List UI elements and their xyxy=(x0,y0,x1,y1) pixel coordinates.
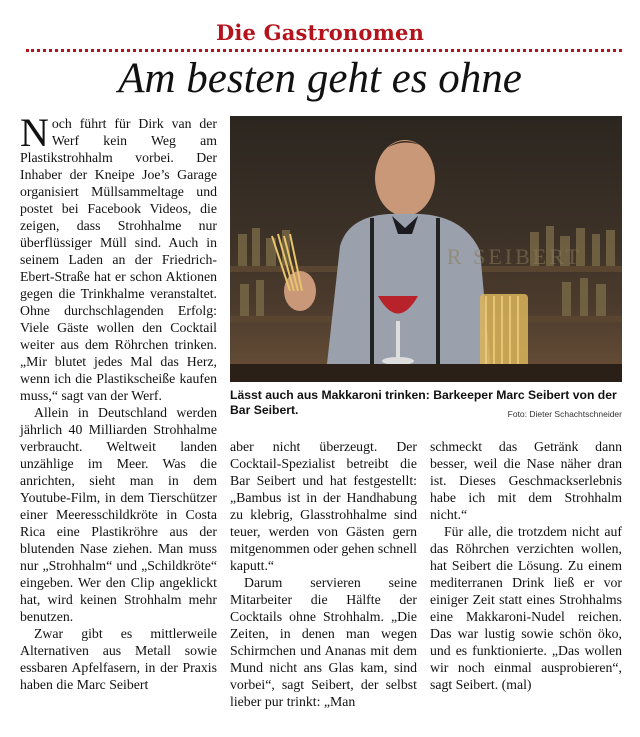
paragraph: Darum servieren seine Mitarbeiter die Hälfte der Cocktails ohne Strohhalm. „Die Zeiten, in denen man wegen Schirmchen und Ananas mit dem Mund nicht ans Glas kam, sind vorbei“, sagt Seibert, der selbst lieber pur trinkt: „Man xyxy=(230,575,417,709)
article-photo xyxy=(230,116,622,382)
article-column-3 xyxy=(430,438,622,693)
paragraph: Zwar gibt es mittlerweile Alternativen aus Metall sowie essbaren Apfelfasern, in der Praxis haben die Marc Seibert xyxy=(20,626,217,692)
paragraph-text: och führt für Dirk van der Werf kein Weg am Plastikstrohhalm vorbei. Der Inhaber der Kneipe Joe’s Garage organisiert Müllsammeltage und postet bei Facebook Videos, die zeigen, dass Strohhalme nur überflüssiger Müll sind. Auch in seinem Laden an der Friedrich-Ebert-Straße hat er schon Aktionen gegen die Trinkhalme veranstaltet. Ohne durchschlagenden Erfolg: Viele Gäste wollen den Cocktail weiter aus dem Röhrchen trinken. „Mir blutet jedes Mal das Herz, wenn ich die Plastikscheiße kaufen muss,“ sagt van der Werf. xyxy=(20,116,217,403)
photo-credit: Foto: Dieter Schachtschneider xyxy=(507,409,622,419)
paragraph xyxy=(20,110,217,404)
photo-caption: Lässt auch aus Makkaroni trinken: Barkeeper Marc Seibert von der Bar Seibert. xyxy=(230,388,617,417)
paragraph: aber nicht überzeugt. Der Cocktail-Spezialist betreibt die Bar Seibert und hat festgestellt: „Bambus ist in der Handhabung zu klebrig, Glasstrohhalme sind teuer, werden von Gästen gern mitgenommen oder gehen schnell kaputt.“ xyxy=(230,439,417,573)
paragraph: schmeckt das Getränk dann besser, weil die Nase näher dran ist. Dieses Geschmackserlebnis habe ich mit dem Strohhalm nicht.“ xyxy=(430,439,622,522)
paragraph: Für alle, die trotzdem nicht auf das Röhrchen verzichten wollen, hat Seibert die Lösung. Zu einem mediterranen Drink ließ er vor einiger Zeit statt eines Strohhalms eine Makkaroni-Nudel reichen. Das war lustig sowie schön öko, und es funktionierte. „Das wollen wir noch einmal ausprobieren“, sagt Seibert. (mal) xyxy=(430,524,622,692)
section-kicker: Die Gastronomen xyxy=(215,20,425,45)
bar-sign: R SEIBERT xyxy=(446,244,582,269)
drop-cap: N xyxy=(20,110,49,155)
headline: Am besten geht es ohne xyxy=(118,55,522,102)
dotted-divider xyxy=(26,49,622,52)
paragraph: Allein in Deutschland werden jährlich 40 Milliarden Strohhalme verbraucht. Weltweit landen unzählige im Meer. Was die anrichten, sieht man in dem Youtube-Film, in dem Tierschützer einer Meeresschildkröte in Costa Rica eine Plastikröhre aus der blutenden Nase ziehen. Man muss nur „Strohhalm“ und „Schildkröte“ eingeben. Wer den Clip angeklickt hat, wird keinen Strohhalm mehr benutzen. xyxy=(20,405,217,624)
article-column-1 xyxy=(20,110,217,693)
article-column-2 xyxy=(230,438,417,710)
